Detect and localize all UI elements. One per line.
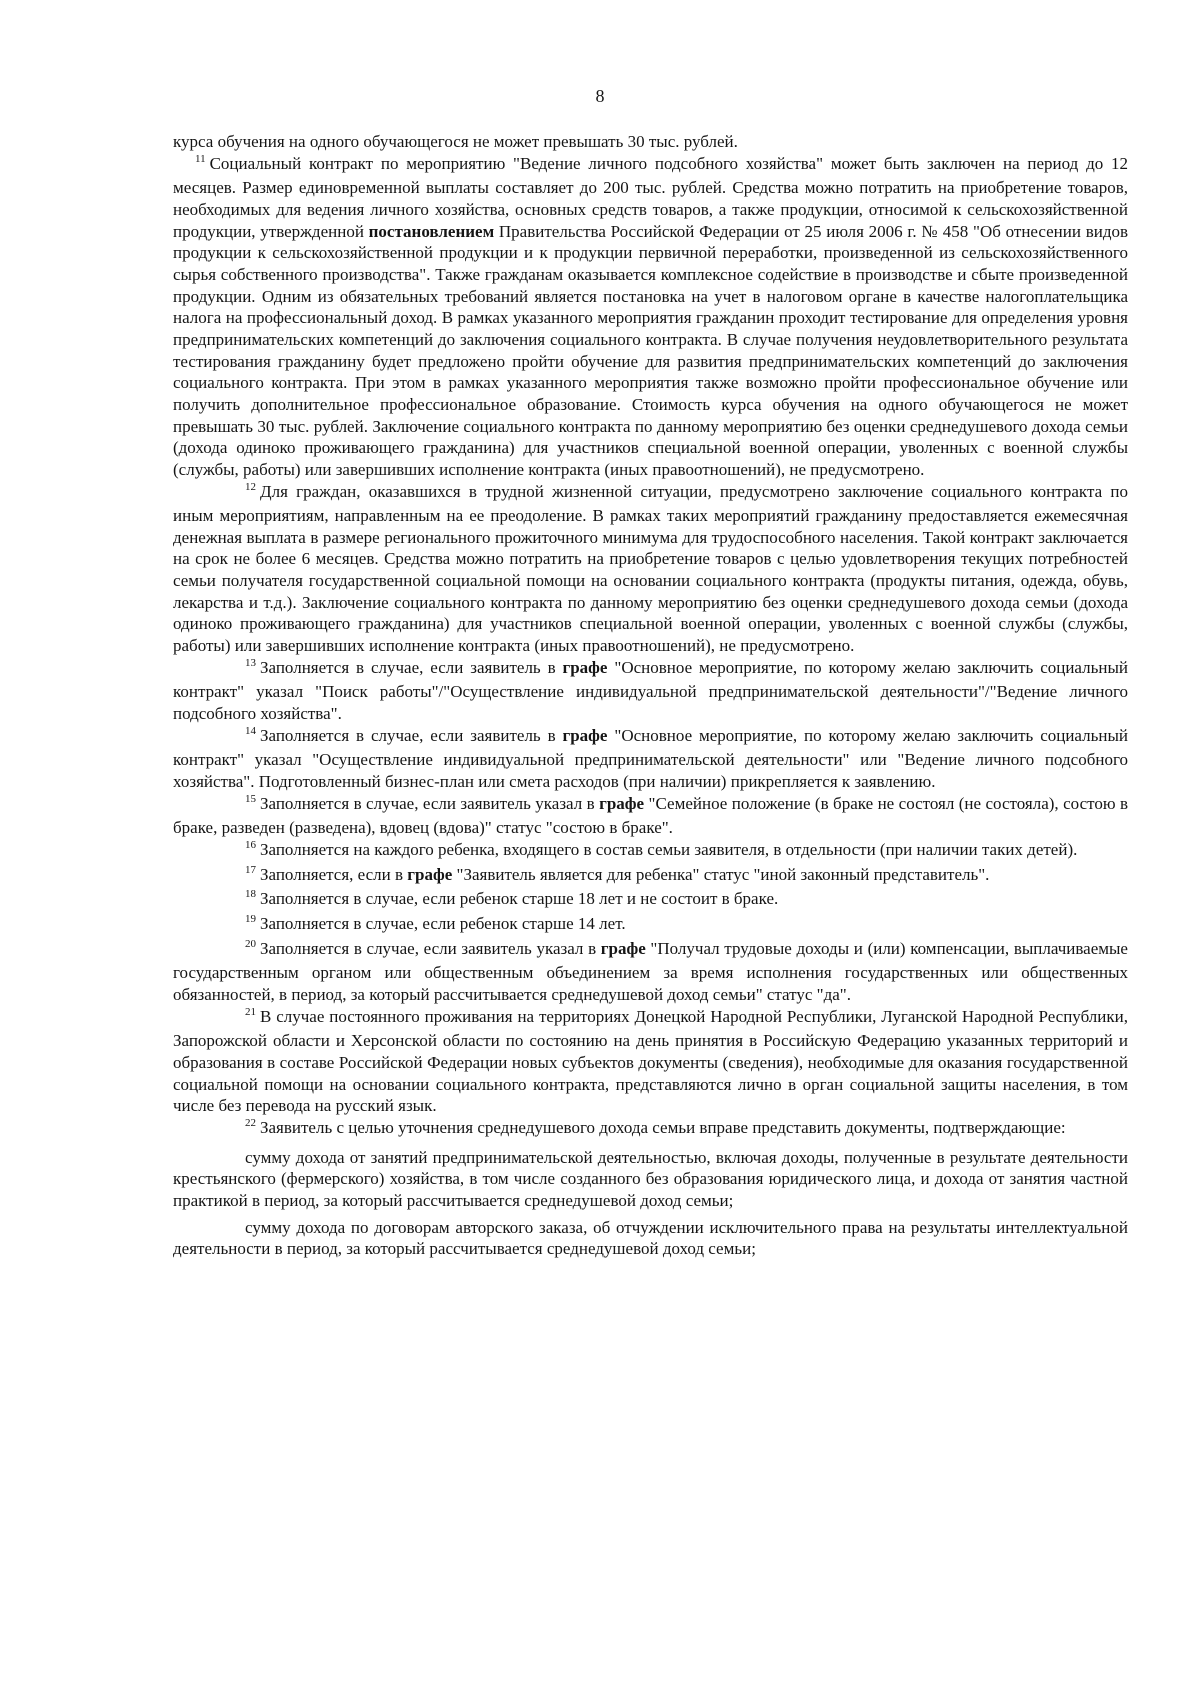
- footnote-marker: 19: [245, 912, 256, 925]
- footnote-12: [173, 481, 1128, 657]
- footnote-marker: 13: [245, 656, 256, 669]
- footnote-14: [173, 725, 1128, 793]
- footnote-marker: 15: [245, 792, 256, 805]
- paragraph-text: Заполняется в случае, если заявитель указал в: [260, 938, 601, 958]
- bold-term: графе: [599, 793, 645, 813]
- footnote-17: [173, 864, 1128, 889]
- footnote-marker: 12: [245, 480, 256, 493]
- footnote-21: [173, 1006, 1128, 1117]
- bold-term: графе: [562, 657, 608, 677]
- page-number: 8: [595, 86, 605, 106]
- footnote-11: [173, 153, 1128, 481]
- paragraph-text: Заполняется в случае, если заявитель указал в: [260, 793, 600, 813]
- footnote-15: [173, 793, 1128, 839]
- footnote-marker: 21: [245, 1005, 256, 1018]
- document-body: [173, 131, 1128, 1260]
- footnote-marker: 16: [245, 839, 256, 851]
- paragraph: [173, 1147, 1128, 1212]
- footnote-16: [173, 839, 1128, 864]
- paragraph-text: сумму дохода от занятий предпринимательской деятельностью, включая доходы, полученные в результате деятельности крестьянского (фермерского) хозяйства, в том числе созданного без образования юридического лица, и дохода от занятия частной практикой в период, за который рассчитывается среднедушевой доход семьи;: [173, 1147, 1128, 1210]
- footnote-13: [173, 657, 1128, 725]
- footnote-marker: 18: [245, 888, 256, 901]
- paragraph-text: "Заявитель является для ребенка" статус "иной законный представитель".: [452, 864, 990, 884]
- footnote-18: [173, 888, 1128, 913]
- paragraph-text: Заполняется на каждого ребенка, входящего в состав семьи заявителя, в отдельности (при наличии таких детей).: [260, 840, 1078, 859]
- footnote-marker: 22: [245, 1116, 256, 1129]
- footnote-marker: 14: [245, 724, 256, 737]
- paragraph-text: "Получал трудовые доходы и (или) компенсации, выплачиваемые государственным органом или общественным объединением за время исполнения государственных или общественных обязанностей, в период, за который рассчитывается среднедушевой доход семьи" статус "да".: [173, 938, 1128, 1004]
- footnote-marker: 17: [245, 863, 256, 876]
- paragraph-text: В случае постоянного проживания на территориях Донецкой Народной Республики, Луганской Народной Республики, Запорожской области и Херсонской области по состоянию на день принятия в Российскую Федерацию указанных территорий и образования в составе Российской Федерации новых субъектов документы (сведения), необходимые для оказания государственной социальной помощи на основании социального контракта, представляются лично в орган социальной защиты населения, в том числе без перевода на русский язык.: [173, 1006, 1128, 1116]
- paragraph-text: "Основное мероприятие, по которому желаю заключить социальный контракт" указал "Поиск работы"/"Осуществление индивидуальной предпринимательской деятельности"/"Ведение личного подсобного хозяйства".: [173, 657, 1128, 724]
- paragraph-text: Для граждан, оказавшихся в трудной жизненной ситуации, предусмотрено заключение социального контракта по иным мероприятиям, направленным на ее преодоление. В рамках таких мероприятий гражданину предоставляется ежемесячная денежная выплата в размере регионального прожиточного минимума для трудоспособного населения. Такой контракт заключается на срок не более 6 месяцев. Средства можно потратить на приобретение товаров с целью удовлетворения текущих потребностей семьи получателя государственной социальной помощи на основании социального контракта (продукты питания, одежда, обувь, лекарства и т.д.). Заключение социального контракта по данному мероприятию без оценки среднедушевого дохода семьи (дохода одиноко проживающего гражданина) для участников специальной военной операции, уволенных с военной службы (службы, работы) или завершивших исполнение контракта (иных правоотношений), не предусмотрено.: [173, 481, 1128, 656]
- paragraph-text: Правительства Российской Федерации от 25 июля 2006 г. № 458 "Об отнесении видов продукции к сельскохозяйственной продукции и к продукции первичной переработки, произведенной из сельскохозяйственного сырья собственного производства". Также гражданам оказывается комплексное содействие в производстве и сбыте произведенной продукции. Одним из обязательных требований является постановка на учет в налоговом органе в качестве налогоплательщика налога на профессиональный доход. В рамках указанного мероприятия гражданин проходит тестирование для определения уровня предпринимательских компетенций до заключения социального контракта. В случае получения неудовлетворительного результата тестирования гражданину будет предложено пройти обучение для развития предпринимательских компетенций до заключения социального контракта. При этом в рамках указанного мероприятия также возможно пройти профессиональное обучение или получить дополнительное профессиональное образование. Стоимость курса обучения на одного обучающегося не может превышать 30 тыс. рублей. Заключение социального контракта по данному мероприятию без оценки среднедушевого дохода семьи (дохода одиноко проживающего гражданина) для участников специальной военной операции, уволенных с военной службы (службы, работы) или завершивших исполнение контракта (иных правоотношений), не предусмотрено.: [173, 221, 1128, 479]
- paragraph-text: "Основное мероприятие, по которому желаю заключить социальный контракт" указал "Осуществление индивидуальной предпринимательской деятельности" или "Ведение личного подсобного хозяйства". Подготовленный бизнес-план или смета расходов (при наличии) прикрепляется к заявлению.: [173, 725, 1128, 792]
- paragraph: [173, 1217, 1128, 1260]
- paragraph-text: Социальный контракт по мероприятию "Ведение личного подсобного хозяйства" может быть заключен на период до 12 месяцев. Размер единовременной выплаты составляет до 200 тыс. рублей. Средства можно потратить на приобретение товаров, необходимых для ведения личного хозяйства, основных средств товаров, а также продукции, относимой к сельскохозяйственной продукции, утвержденной: [173, 153, 1128, 241]
- paragraph-text: Заполняется в случае, если заявитель в: [260, 657, 563, 677]
- paragraph-text: Заполняется в случае, если ребенок старше 18 лет и не состоит в браке.: [260, 889, 779, 909]
- bold-term: графе: [562, 725, 608, 745]
- paragraph-text: курса обучения на одного обучающегося не может превышать 30 тыс. рублей.: [173, 132, 738, 151]
- footnote-marker: 11: [195, 152, 206, 165]
- footnote-marker: 20: [245, 937, 256, 950]
- paragraph: [173, 131, 1128, 153]
- paragraph-text: Заполняется, если в: [260, 864, 408, 884]
- paragraph-text: сумму дохода по договорам авторского заказа, об отчуждении исключительного права на результаты интеллектуальной деятельности в период, за который рассчитывается среднедушевой доход семьи;: [173, 1217, 1128, 1259]
- bold-term: графе: [407, 864, 453, 884]
- paragraph-text: "Семейное положение (в браке не состоял (не состояла), состою в браке, разведен (разведена), вдовец (вдова)" статус "состою в браке".: [173, 793, 1128, 838]
- bold-term: графе: [600, 938, 646, 958]
- paragraph-text: Заполняется в случае, если заявитель в: [260, 725, 563, 745]
- footnote-22: [173, 1117, 1128, 1142]
- paragraph-text: Заполняется в случае, если ребенок старше 14 лет.: [260, 913, 626, 933]
- paragraph-text: Заявитель с целью уточнения среднедушевого дохода семьи вправе представить документы, подтверждающие:: [260, 1117, 1066, 1137]
- footnote-20: [173, 938, 1128, 1006]
- footnote-19: [173, 913, 1128, 938]
- bold-term: постановлением: [368, 221, 495, 241]
